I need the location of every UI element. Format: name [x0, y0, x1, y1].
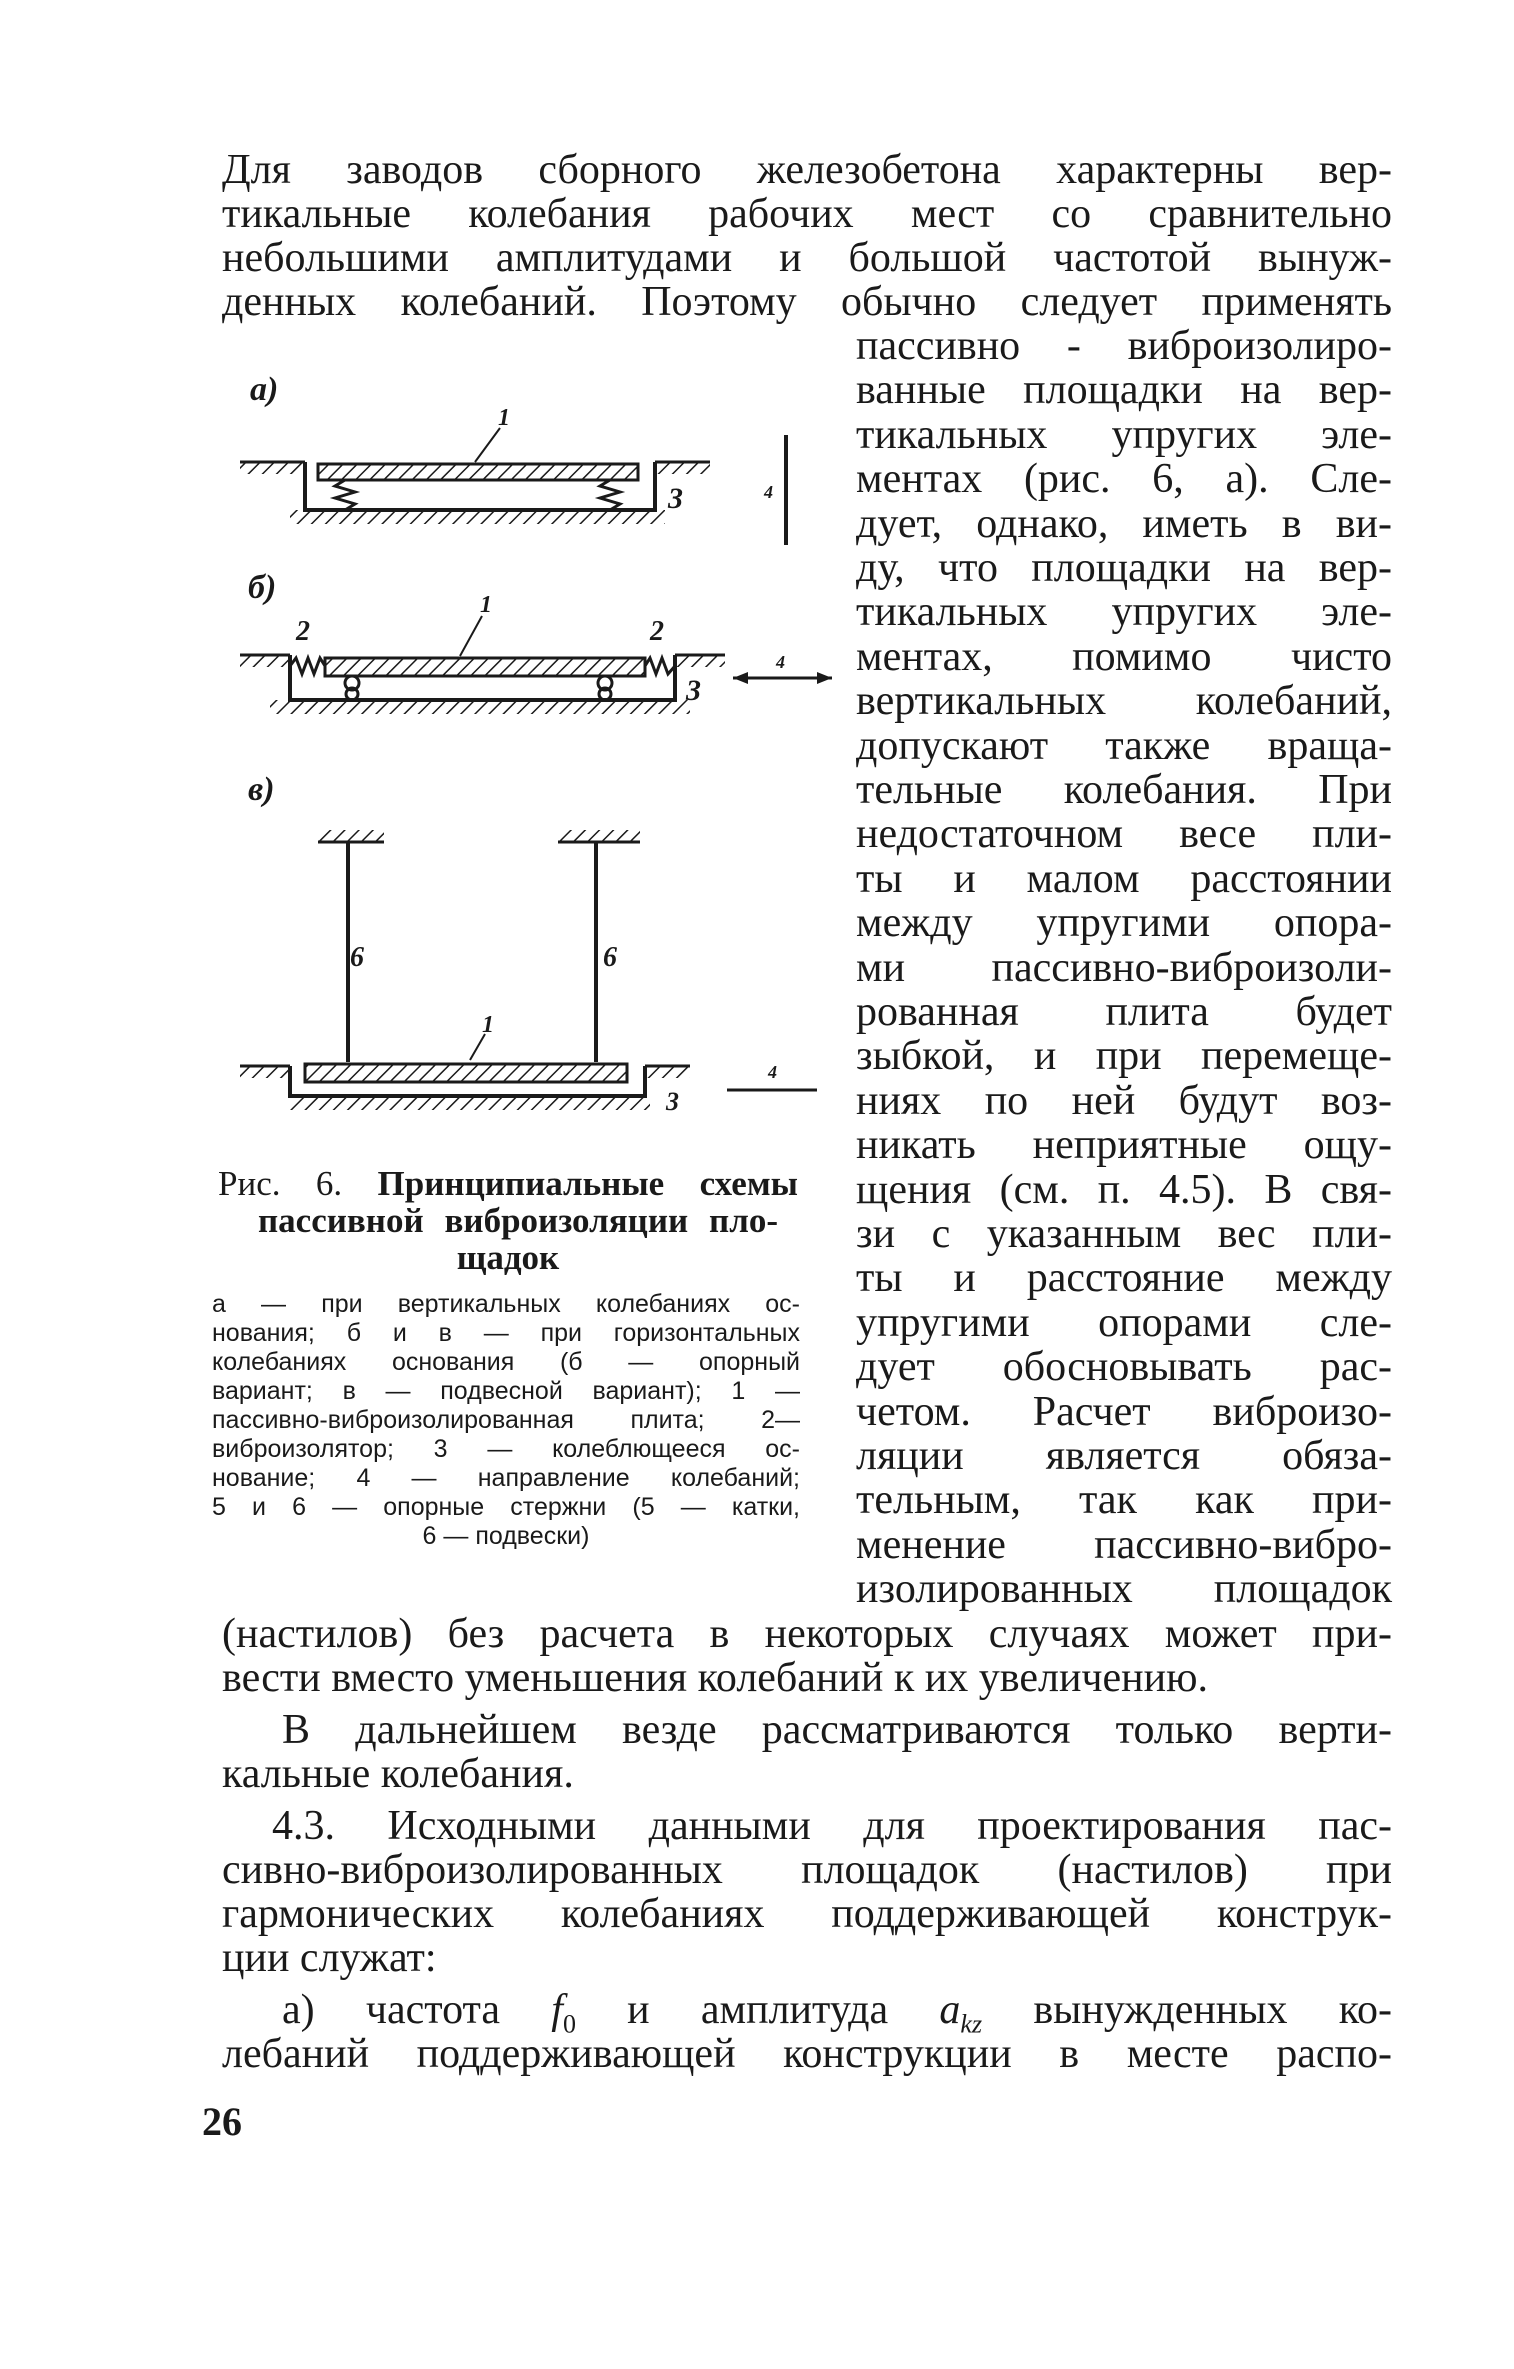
callout-1: 1 [498, 405, 510, 431]
caption-title-text: пассивной виброизоляции пло- [258, 1201, 778, 1240]
caption-legend-line: виброизолятор; 3 — колеблющееся ос- [212, 1435, 800, 1463]
caption-legend-line: колебаниях основания (б — опорный [212, 1348, 800, 1376]
caption-legend-line: 5 и 6 — опорные стержни (5 — катки, [212, 1493, 800, 1521]
caption-legend-line: нования; б и в — при горизонтальных [212, 1319, 800, 1347]
text-line: гармонических колебаниях поддерживающей конструк- [222, 1891, 1392, 1937]
text-line: кальные колебания. [222, 1751, 574, 1797]
text-line: 4.3. Исходными данными для проектирования пас- [272, 1803, 1392, 1849]
formula-subscript: 0 [562, 2009, 576, 2039]
text-line: рованная плита будет [856, 989, 1392, 1035]
text-line: упругими опорами сле- [856, 1299, 1392, 1346]
diagram-panel-b [240, 569, 832, 714]
text-line: лебаний поддерживающей конструкции в месте распо- [222, 2031, 1392, 2077]
text-line: тельные колебания. При [856, 767, 1392, 813]
text-line: зи с указанным вес пли- [856, 1211, 1392, 1257]
text-line: (настилов) без расчета в некоторых случаях может при- [222, 1611, 1392, 1657]
caption-prefix: Рис. 6. [218, 1164, 343, 1203]
text-line: ду, что площадки на вер- [856, 545, 1392, 591]
callout-6: 6 [603, 942, 617, 973]
callout-6: 6 [350, 942, 364, 973]
text-fragment: вынужденных ко- [1033, 1987, 1392, 2033]
text-line: ми пассивно-виброизоли- [856, 944, 1392, 991]
text-line: ниях по ней будут воз- [856, 1077, 1392, 1124]
text-line: тикальных упругих эле- [856, 589, 1392, 636]
text-line: четом. Расчет виброизо- [856, 1388, 1392, 1435]
text-line: сивно-виброизолированных площадок (настилов) при [222, 1847, 1392, 1893]
text-line: ментах, помимо чисто [856, 633, 1392, 680]
caption-title [218, 1165, 798, 1202]
formula-symbol: f [551, 1987, 563, 2033]
callout-3: 3 [668, 482, 683, 515]
callout-1: 1 [482, 1012, 494, 1038]
text-line: ментах (рис. 6, а). Сле- [856, 456, 1392, 503]
caption-title [258, 1202, 778, 1239]
text-line: ванные площадки на вер- [856, 367, 1392, 414]
text-line: изолированных площадок [856, 1566, 1392, 1613]
text-line: денных колебаний. Поэтому обычно следует применять [222, 279, 1392, 325]
callout-1: 1 [480, 592, 492, 618]
callout-4: 4 [764, 482, 773, 502]
text-line: между упругими опора- [856, 900, 1392, 947]
text-fragment: а) частота [282, 1987, 501, 2033]
caption-legend-line: нование; 4 — направление колебаний; [212, 1464, 800, 1492]
caption-title-text: щадок [456, 1238, 560, 1277]
text-line: пассивно - виброизолиро- [856, 323, 1392, 369]
caption-title-text: Принципиальные схемы [377, 1164, 799, 1203]
caption-legend-line: 6 — подвески) [422, 1522, 590, 1550]
callout-4: 4 [768, 1062, 777, 1082]
text-line: недостаточном весе пли- [856, 811, 1392, 858]
caption-legend-line: а — при вертикальных колебаниях ос- [212, 1290, 800, 1318]
plate-shape [318, 464, 638, 480]
text-line: вести вместо уменьшения колебаний к их увеличению. [222, 1655, 1209, 1701]
text-line: менение пассивно-вибро- [856, 1521, 1392, 1568]
text-line: дует обосновывать рас- [856, 1344, 1392, 1391]
text-line: ты и малом расстоянии [856, 855, 1392, 902]
diagram-panel-c [240, 771, 817, 1116]
text-line: тикальные колебания рабочих мест со сравнительно [222, 191, 1392, 237]
text-line: дует, однако, иметь в ви- [856, 500, 1392, 547]
callout-2: 2 [650, 616, 664, 647]
text-line: щения (см. п. 4.5). В свя- [856, 1166, 1392, 1213]
text-fragment: и амплитуда [627, 1987, 889, 2033]
callout-2: 2 [296, 616, 310, 647]
text-line: допускают также враща- [856, 722, 1392, 769]
text-line: ции служат: [222, 1935, 437, 1981]
callout-3: 3 [666, 1087, 679, 1116]
callout-3: 3 [686, 674, 701, 707]
text-line: тельным, так как при- [856, 1477, 1392, 1524]
caption-legend-line: вариант; в — подвесной вариант); 1 — [212, 1377, 800, 1405]
diagram-panel-a [240, 371, 786, 545]
text-line: ляции является обяза- [856, 1433, 1392, 1479]
caption-title [218, 1239, 798, 1276]
formula-subscript: kz [960, 2009, 983, 2039]
callout-4: 4 [776, 652, 785, 672]
text-line: В дальнейшем везде рассматриваются только верти- [282, 1707, 1392, 1753]
text-line: вертикальных колебаний, [856, 678, 1392, 725]
text-line: зыбкой, и при перемеще- [856, 1033, 1392, 1080]
text-line: тикальных упругих эле- [856, 411, 1392, 458]
formula-symbol: a [939, 1987, 961, 2033]
text-line: небольшими амплитудами и большой частотой вынуж- [222, 235, 1392, 281]
text-line: никать неприятные ощу- [856, 1122, 1392, 1169]
caption-legend-line: пассивно-виброизолированная плита; 2— [212, 1406, 800, 1434]
page-number: 26 [202, 2099, 242, 2144]
panel-label-c: в) [248, 771, 275, 808]
text-line: ты и расстояние между [856, 1255, 1392, 1302]
panel-label-b: б) [248, 569, 277, 606]
text-line: Для заводов сборного железобетона характерны вер- [222, 147, 1392, 193]
panel-label-a: а) [250, 371, 279, 408]
